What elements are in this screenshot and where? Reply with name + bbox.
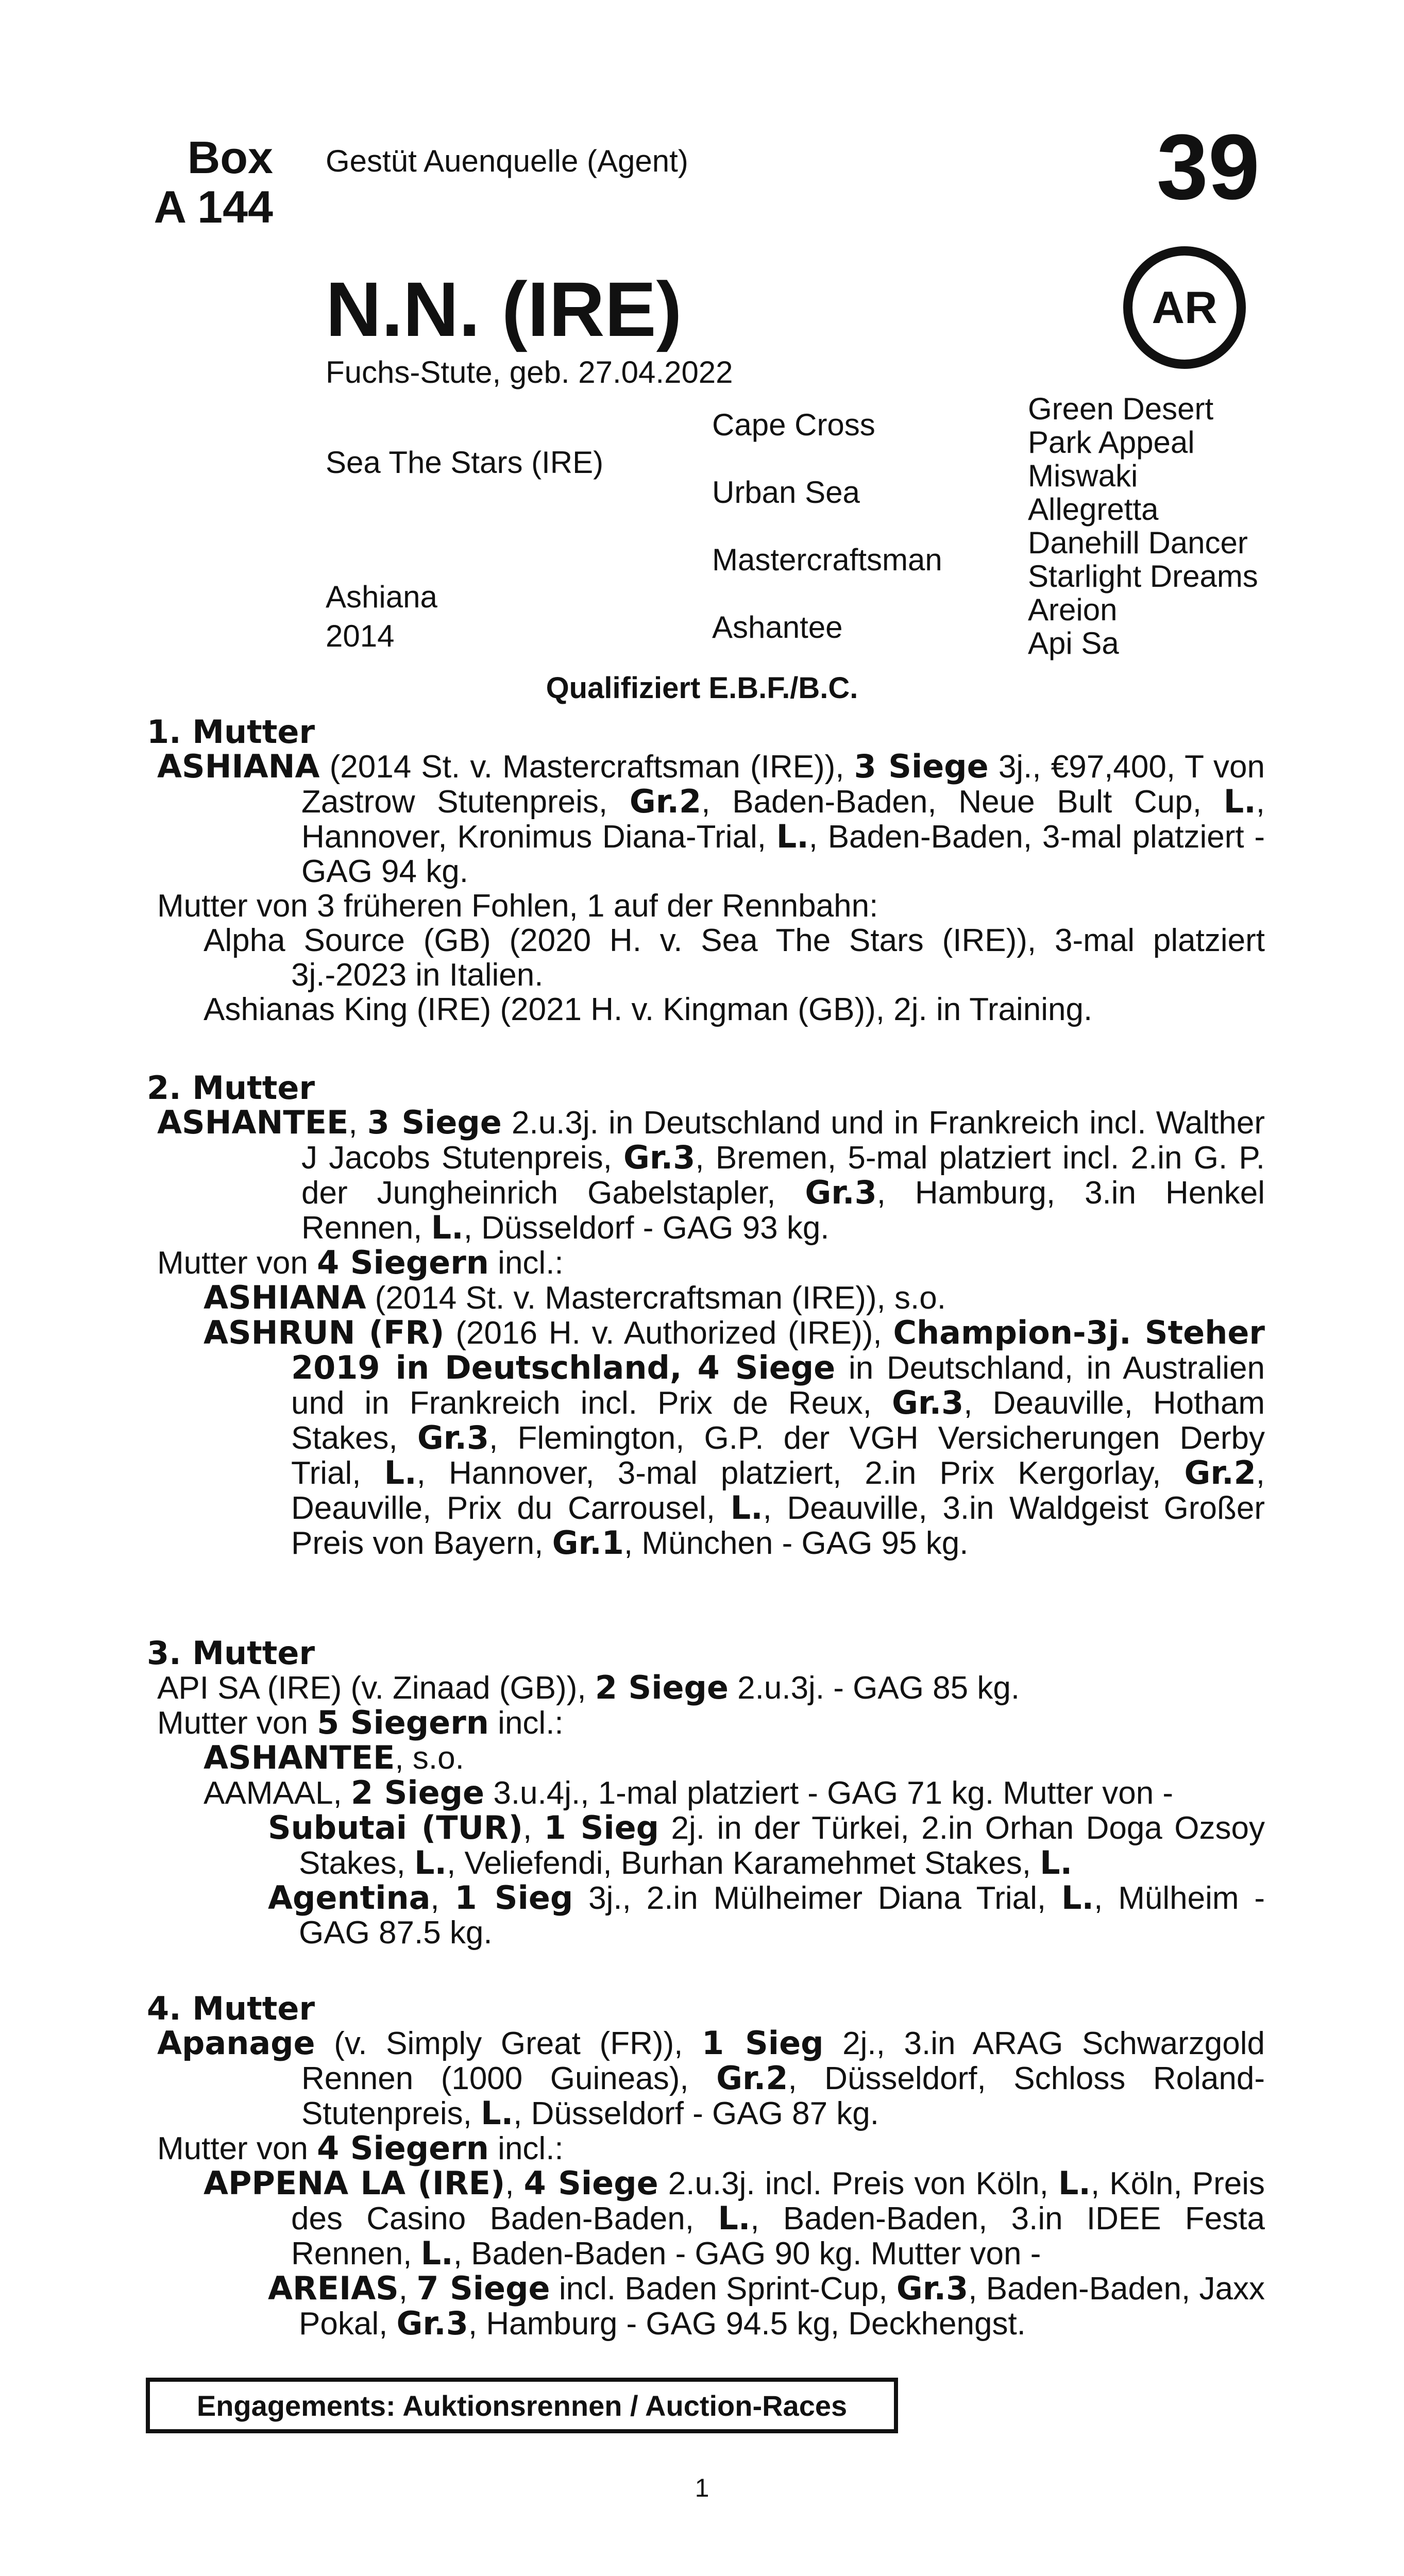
text-run: , Baden-Baden, Jaxx Pokal,	[299, 2271, 1265, 2342]
pedigree-entry	[204, 1280, 1265, 1315]
text-run: Ashianas King (IRE) (2021 H. v. Kingman (GB)), 2j. in Training.	[204, 992, 1093, 1027]
bold-text: 1 Sieg	[702, 2024, 824, 2062]
text-run: , Deauville, Hotham Stakes,	[291, 1385, 1265, 1456]
engagements-box	[146, 2378, 898, 2433]
bold-text: 2 Siege	[595, 1669, 729, 1706]
pedigree-entry	[157, 889, 1265, 923]
text-run: , Hamburg, 3.in Henkel Rennen,	[301, 1175, 1265, 1246]
pedigree-entry	[157, 1245, 1265, 1280]
pedigree-entry	[157, 2026, 1265, 2131]
text-run: incl.:	[488, 1705, 564, 1741]
bold-text: L.	[384, 1454, 417, 1492]
text-run: , Düsseldorf - GAG 93 kg.	[463, 1210, 830, 1246]
pedigree-gen2-2: Urban Sea	[712, 475, 860, 510]
pedigree-entry	[157, 1105, 1265, 1245]
bold-text: L.	[1061, 1879, 1094, 1917]
text-run: Mutter von	[157, 1245, 317, 1281]
section-lines	[147, 749, 1265, 1027]
section-first-dam	[147, 715, 1265, 1027]
text-run: 3j., €97,400, T von Zastrow Stutenpreis,	[301, 749, 1265, 820]
text-run: ,	[505, 2166, 524, 2201]
text-run: 3.u.4j., 1-mal platziert - GAG 71 kg. Mutter von -	[484, 1775, 1174, 1811]
text-run: Alpha Source (GB) (2020 H. v. Sea The Stars (IRE)), 3-mal platziert 3j.-2023 in Italien.	[204, 923, 1265, 993]
bold-text: L.	[718, 2199, 751, 2237]
text-run: ,	[430, 1880, 455, 1916]
pedigree-entry	[204, 923, 1265, 992]
section-lines	[147, 1670, 1265, 1950]
text-run: 2.u.3j. - GAG 85 kg.	[728, 1670, 1020, 1706]
pedigree-sire: Sea The Stars (IRE)	[326, 445, 604, 480]
text-run: Mutter von	[157, 2131, 317, 2166]
text-run: , Flemington, G.P. der VGH Versicherungen Derby Trial,	[291, 1420, 1265, 1491]
text-run: 3j., 2.in Mülheimer Diana Trial,	[573, 1880, 1062, 1916]
bold-text: 4 Siege	[523, 2164, 658, 2202]
text-run: 2j., 3.in ARAG Schwarzgold Rennen (1000 Guineas),	[301, 2026, 1265, 2096]
bold-text: L.	[1058, 2164, 1091, 2202]
section-lines	[147, 2026, 1265, 2341]
text-run: , Deauville, Prix du Carrousel,	[291, 1455, 1265, 1526]
pedigree-entry	[204, 1775, 1265, 1810]
text-run: (2016 H. v. Authorized (IRE)),	[444, 1315, 893, 1351]
bold-text: 3 Siege	[854, 748, 989, 785]
text-run: 2.u.3j. in Deutschland und in Frankreich incl. Walther J Jacobs Stutenpreis,	[301, 1105, 1265, 1176]
pedigree-gen3-4: Allegretta	[1028, 492, 1159, 527]
bold-text: ASHRUN (FR)	[204, 1314, 445, 1351]
text-run: , Hamburg - GAG 94.5 kg, Deckhengst.	[468, 2306, 1026, 2342]
text-run: , Baden-Baden, 3.in IDEE Festa Rennen,	[291, 2201, 1265, 2272]
text-run: (2014 St. v. Mastercraftsman (IRE)), s.o.	[366, 1280, 946, 1316]
pedigree-entry	[157, 2131, 1265, 2166]
text-run: incl. Baden Sprint-Cup,	[550, 2271, 896, 2307]
pedigree-entry	[204, 1315, 1265, 1561]
ar-badge	[1123, 246, 1246, 369]
lot-number: 39	[1156, 115, 1260, 219]
pedigree-gen3-8: Api Sa	[1028, 626, 1119, 660]
bold-text: L.	[431, 1209, 464, 1246]
text-run: , Veliefendi, Burhan Karamehmet Stakes,	[447, 1845, 1040, 1881]
bold-text: ASHIANA	[157, 748, 320, 785]
pedigree-gen3-3: Miswaki	[1028, 459, 1138, 493]
bold-text: ASHANTEE	[157, 1104, 349, 1141]
pedigree-gen2-4: Ashantee	[712, 610, 843, 645]
section-lines	[147, 1105, 1265, 1561]
bold-text: 1 Sieg	[544, 1809, 659, 1846]
text-run: , Baden-Baden, Neue Bult Cup,	[701, 784, 1224, 820]
text-run: incl.:	[488, 1245, 564, 1281]
pedigree-gen2-1: Cape Cross	[712, 408, 875, 442]
bold-text: Gr.2	[716, 2059, 788, 2097]
pedigree-entry	[157, 1705, 1265, 1740]
text-run: 2.u.3j. incl. Preis von Köln,	[658, 2166, 1058, 2201]
section-title: 3. Mutter	[147, 1634, 315, 1672]
bold-text: L.	[414, 1844, 447, 1882]
bold-text: ASHANTEE	[204, 1739, 395, 1776]
bold-text: L.	[481, 2094, 514, 2132]
text-run: (2014 St. v. Mastercraftsman (IRE)),	[319, 749, 854, 785]
box-number: A 144	[154, 181, 273, 232]
pedigree-entry	[204, 992, 1265, 1027]
text-run: ,	[348, 1105, 367, 1141]
text-run: incl.:	[488, 2131, 564, 2166]
pedigree-dam-year: 2014	[326, 619, 395, 653]
text-run: , München - GAG 95 kg.	[623, 1526, 969, 1561]
ar-badge-label: AR	[1152, 282, 1217, 333]
pedigree-entry	[157, 1670, 1265, 1705]
text-run: , Düsseldorf - GAG 87 kg.	[513, 2096, 879, 2131]
text-run: AAMAAL,	[204, 1775, 351, 1811]
section-title: 1. Mutter	[147, 713, 315, 751]
pedigree-gen3-1: Green Desert	[1028, 392, 1214, 426]
section-third-dam	[147, 1636, 1265, 1950]
agent-name: Gestüt Auenquelle (Agent)	[326, 144, 688, 178]
bold-text: Apanage	[157, 2024, 315, 2062]
text-run: , s.o.	[395, 1740, 464, 1776]
bold-text: 3 Siege	[367, 1104, 502, 1141]
pedigree-entry	[268, 1880, 1265, 1950]
bold-text: L.	[1223, 783, 1256, 820]
text-run: , Mülheim - GAG 87.5 kg.	[299, 1880, 1265, 1951]
bold-text: ASHIANA	[204, 1279, 366, 1316]
pedigree-dam: Ashiana	[326, 580, 437, 614]
text-run: , Baden-Baden - GAG 90 kg. Mutter von -	[453, 2236, 1041, 2272]
bold-text: AREIAS	[268, 2269, 399, 2307]
bold-text: 1 Sieg	[454, 1879, 573, 1917]
box-word: Box	[187, 132, 273, 183]
pedigree-entry	[157, 749, 1265, 889]
bold-text: Gr.3	[891, 1384, 964, 1421]
text-run: 2j. in der Türkei, 2.in Orhan Doga Ozsoy Stakes,	[299, 1810, 1265, 1881]
bold-text: Gr.3	[805, 1174, 877, 1211]
text-run: , Düsseldorf, Schloss Roland-Stutenpreis,	[301, 2061, 1265, 2131]
text-run: (v. Simply Great (FR)),	[315, 2026, 702, 2061]
pedigree-entry	[268, 1810, 1265, 1880]
bold-text: L.	[420, 2234, 453, 2272]
section-title: 2. Mutter	[147, 1069, 315, 1107]
horse-description: Fuchs-Stute, geb. 27.04.2022	[326, 355, 733, 389]
text-run: API SA (IRE) (v. Zinaad (GB)),	[157, 1670, 595, 1706]
section-fourth-dam	[147, 1991, 1265, 2341]
section-title: 4. Mutter	[147, 1990, 315, 2027]
box-label	[124, 133, 273, 232]
text-run: Mutter von 3 früheren Fohlen, 1 auf der Rennbahn:	[157, 888, 878, 924]
bold-text: L.	[730, 1489, 763, 1527]
pedigree-gen3-7: Areion	[1028, 592, 1118, 627]
bold-text: Gr.1	[552, 1524, 624, 1562]
bold-text: Gr.3	[417, 1419, 489, 1456]
bold-text: 2 Siege	[351, 1774, 485, 1811]
text-run: ,	[398, 2271, 417, 2307]
pedigree-gen3-6: Starlight Dreams	[1028, 559, 1258, 594]
bold-text: 4 Siegern	[317, 2129, 489, 2167]
bold-text: Gr.3	[623, 1139, 696, 1176]
bold-text: 7 Siege	[416, 2269, 550, 2307]
bold-text: Gr.3	[896, 2269, 969, 2307]
bold-text: L.	[776, 818, 809, 855]
text-run: in Deutschland, in Australien und in Frankreich incl. Prix de Reux,	[291, 1350, 1265, 1421]
pedigree-gen2-3: Mastercraftsman	[712, 543, 942, 577]
text-run: , Hannover, 3-mal platziert, 2.in Prix Kergorlay,	[416, 1455, 1185, 1491]
bold-text: Agentina	[268, 1879, 431, 1917]
pedigree-gen3-2: Park Appeal	[1028, 425, 1195, 460]
bold-text: Subutai (TUR)	[268, 1809, 523, 1846]
bold-text: Gr.2	[1184, 1454, 1256, 1492]
bold-text: Gr.2	[629, 783, 702, 820]
pedigree-entry	[204, 2166, 1265, 2271]
text-run: , Hannover, Kronimus Diana-Trial,	[301, 784, 1265, 855]
pedigree-entry	[204, 1740, 1265, 1775]
text-run: , Baden-Baden, 3-mal platziert - GAG 94 kg.	[301, 819, 1265, 889]
text-run: Mutter von	[157, 1705, 317, 1741]
page-number: 1	[695, 2473, 709, 2502]
pedigree-gen3-5: Danehill Dancer	[1028, 526, 1248, 560]
engagements-text: Engagements: Auktionsrennen / Auction-Races	[196, 2389, 848, 2422]
bold-text: Champion-3j. Steher 2019 in Deutschland, 4 Siege	[291, 1314, 1265, 1386]
qualification: Qualifiziert E.B.F./B.C.	[546, 671, 858, 705]
text-run: , Köln, Preis des Casino Baden-Baden,	[291, 2166, 1265, 2236]
bold-text: Gr.3	[396, 2304, 468, 2342]
bold-text: 4 Siegern	[317, 1244, 489, 1281]
bold-text: APPENA LA (IRE)	[204, 2164, 505, 2202]
horse-name: N.N. (IRE)	[326, 266, 682, 352]
bold-text: L.	[1040, 1844, 1073, 1882]
text-run: ,	[522, 1810, 544, 1846]
text-run: , Deauville, 3.in Waldgeist Großer Preis von Bayern,	[291, 1490, 1265, 1561]
bold-text: 5 Siegern	[317, 1704, 489, 1741]
section-second-dam	[147, 1071, 1265, 1561]
pedigree-entry	[268, 2271, 1265, 2341]
text-run: , Bremen, 5-mal platziert incl. 2.in G. P. der Jungheinrich Gabelstapler,	[301, 1140, 1265, 1211]
